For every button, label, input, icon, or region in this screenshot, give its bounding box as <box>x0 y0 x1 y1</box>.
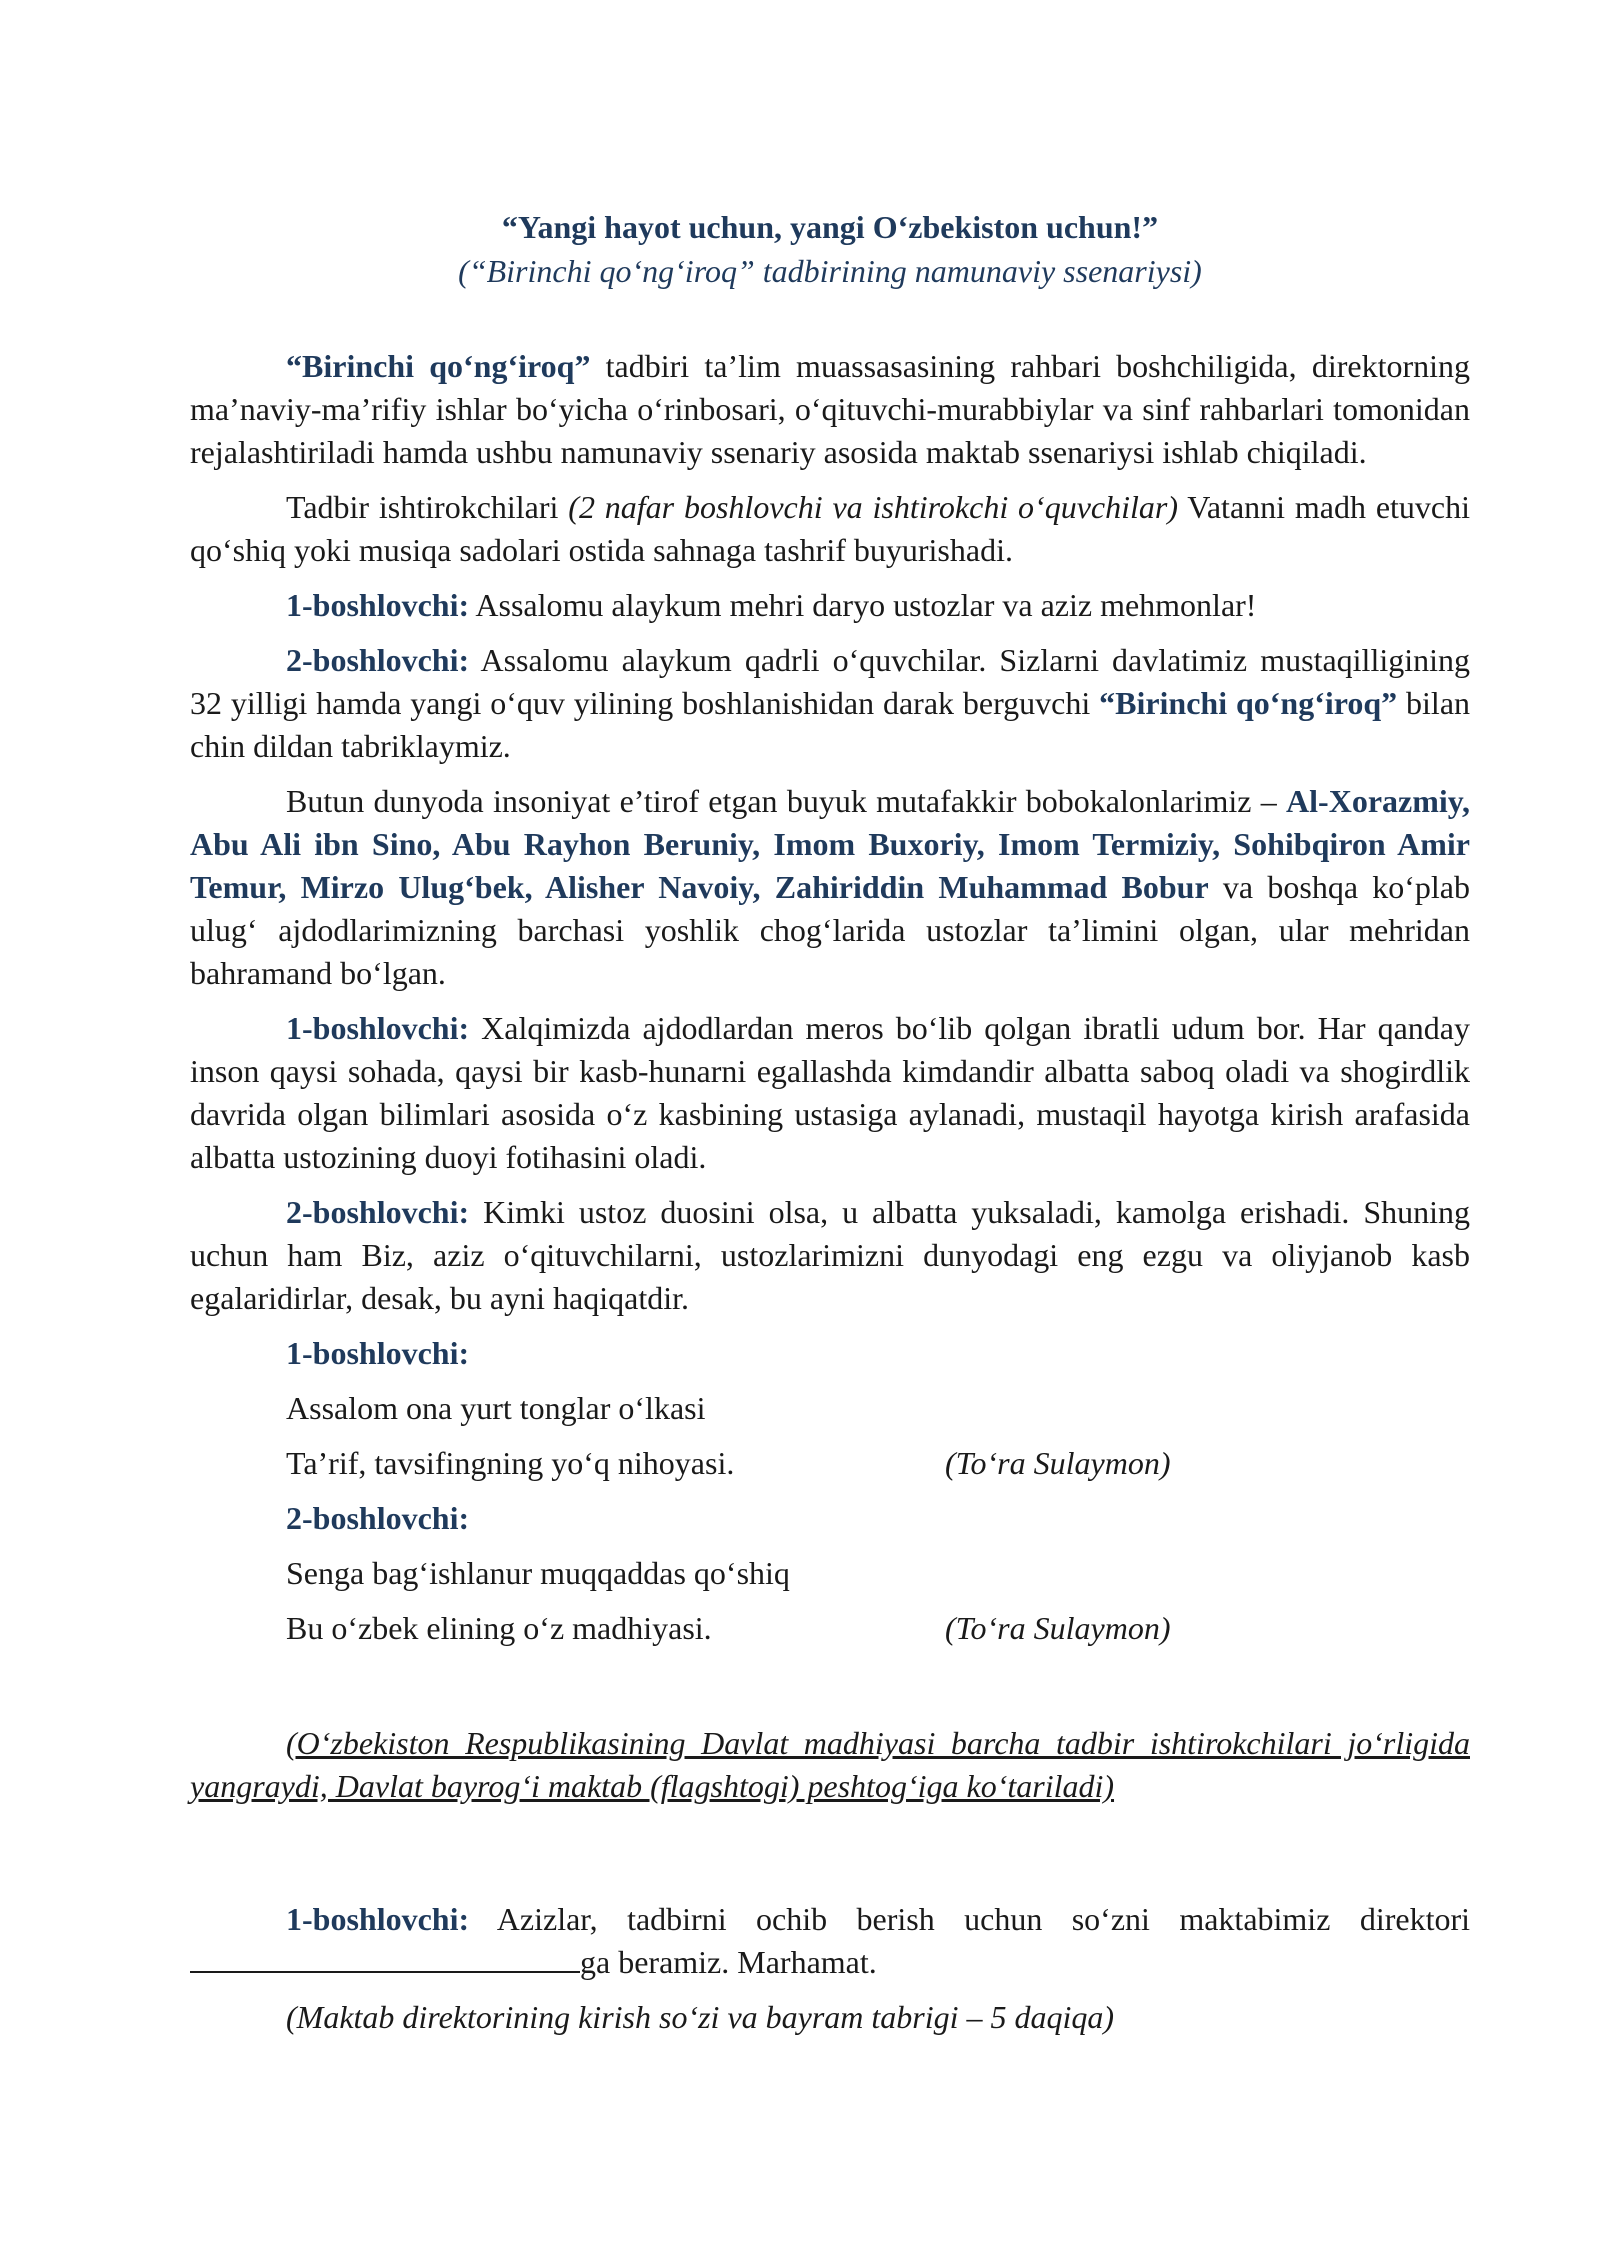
event-name: “Birinchi qo‘ng‘iroq” <box>286 348 591 384</box>
paragraph-speaker1-tradition: 1-boshlovchi: Xalqimizda ajdodlardan meros bo‘lib qolgan ibratli udum bor. Har qanday inson qaysi sohada, qaysi bir kasb-hunarni egallashda kimdandir albatta saboq oladi va shogirdlik davrida olgan bilimlari asosida o‘z kasbining ustasiga aylanadi, mustaqil hayotga kirish arafasida albatta ustozining duoyi fotihasini oladi. <box>190 1010 1470 1175</box>
document-page <box>190 205 1470 2039</box>
document-title: “Yangi hayot uchun, yangi O‘zbekiston uchun!” <box>501 209 1159 245</box>
stage-direction-anthem: (O‘zbekiston Respublikasining Davlat madhiyasi barcha tadbir ishtirokchilari jo‘rligida yangraydi, Davlat bayrog‘i maktab (flagshtogi) peshtog‘iga ko‘tariladi) <box>190 1725 1470 1804</box>
paragraph-ancestors: Butun dunyoda insoniyat e’tirof etgan buyuk mutafakkir bobokalonlarimiz – Al-Xorazmiy, Abu Ali ibn Sino, Abu Rayhon Beruniy, Imom Buxoriy, Imom Termiziy, Sohibqiron Amir Temur, Mirzo Ulug‘bek, Alisher Navoiy, Zahiriddin Muhammad Bobur va boshqa ko‘plab ulug‘ ajdodlarimizning barchasi yoshlik chog‘larida ustozlar ta’limini olgan, ular mehridan bahramand bo‘lgan. <box>190 783 1471 991</box>
paragraph-intro: “Birinchi qo‘ng‘iroq” tadbiri ta’lim muassasasining rahbari boshchiligida, direktorning ma’naviy-ma’rifiy ishlar bo‘yicha o‘rinbosari, o‘qituvchi-murabbiylar va sinf rahbarlari tomonidan rejalashtiriladi hamda ushbu namunaviy ssenariy asosida maktab ssenariysi ishlab chiqiladi. <box>190 348 1471 470</box>
speaker-label: 2-boshlovchi: <box>286 642 470 678</box>
ancestor-names: Al-Xorazmiy, Abu Ali ibn Sino, Abu Rayhon Beruniy, Imom Buxoriy, Imom Termiziy, Sohibqiron Amir Temur, Mirzo Ulug‘bek, Alisher Navoiy, Zahiriddin Muhammad Bobur <box>190 783 1470 905</box>
verse-line: Bu o‘zbek elining o‘z madhiyasi. (To‘ra Sulaymon) <box>190 1607 1470 1650</box>
verse-author: (To‘ra Sulaymon) <box>945 1610 1171 1646</box>
document-subtitle: (“Birinchi qo‘ng‘iroq” tadbirining namunaviy ssenariysi) <box>458 253 1202 289</box>
paragraph-participants: Tadbir ishtirokchilari (2 nafar boshlovchi va ishtirokchi o‘quvchilar) Vatanni madh etuvchi qo‘shiq yoki musiqa sadolari ostida sahnaga tashrif buyurishadi. <box>190 489 1471 568</box>
stage-direction-director: (Maktab direktorining kirish so‘zi va bayram tabrigi – 5 daqiqa) <box>286 1999 1115 2035</box>
paragraph-speaker2-teachers: 2-boshlovchi: Kimki ustoz duosini olsa, u albatta yuksaladi, kamolga erishadi. Shuning uchun ham Biz, aziz o‘qituvchilarni, ustozlarimizni dunyodagi eng ezgu va oliyjanob kasb egalaridirlar, desak, bu ayni haqiqatdir. <box>190 1194 1470 1316</box>
verse-author: (To‘ra Sulaymon) <box>945 1445 1171 1481</box>
speaker-heading-2: 2-boshlovchi: <box>286 1500 470 1536</box>
verse-line: Ta’rif, tavsifingning yo‘q nihoyasi. (To‘ra Sulaymon) <box>190 1442 1470 1485</box>
paragraph-speaker1-greeting: 1-boshlovchi: Assalomu alaykum mehri daryo ustozlar va aziz mehmonlar! <box>286 587 1257 623</box>
paragraph-speaker2-greeting: 2-boshlovchi: Assalomu alaykum qadrli o‘quvchilar. Sizlarni davlatimiz mustaqilligining 32 yilligi hamda yangi o‘quv yilining boshlanishidan darak berguvchi “Birinchi qo‘ng‘iroq” bilan chin dildan tabriklaymiz. <box>190 642 1471 764</box>
speaker-label: 1-boshlovchi: <box>286 587 470 623</box>
speaker-label: 1-boshlovchi: <box>286 1010 470 1046</box>
verse-line: Senga bag‘ishlanur muqqaddas qo‘shiq <box>286 1555 790 1591</box>
paragraph-speaker1-director: 1-boshlovchi: Azizlar, tadbirni ochib berish uchun so‘zni maktabimiz direktori ga beramiz. Marhamat. <box>190 1898 1470 1984</box>
director-name-blank <box>190 1941 580 1973</box>
verse-line: Assalom ona yurt tonglar o‘lkasi <box>286 1390 706 1426</box>
speaker-label: 2-boshlovchi: <box>286 1194 470 1230</box>
speaker-heading-1: 1-boshlovchi: <box>286 1335 470 1371</box>
speaker-label: 1-boshlovchi: <box>286 1901 470 1937</box>
